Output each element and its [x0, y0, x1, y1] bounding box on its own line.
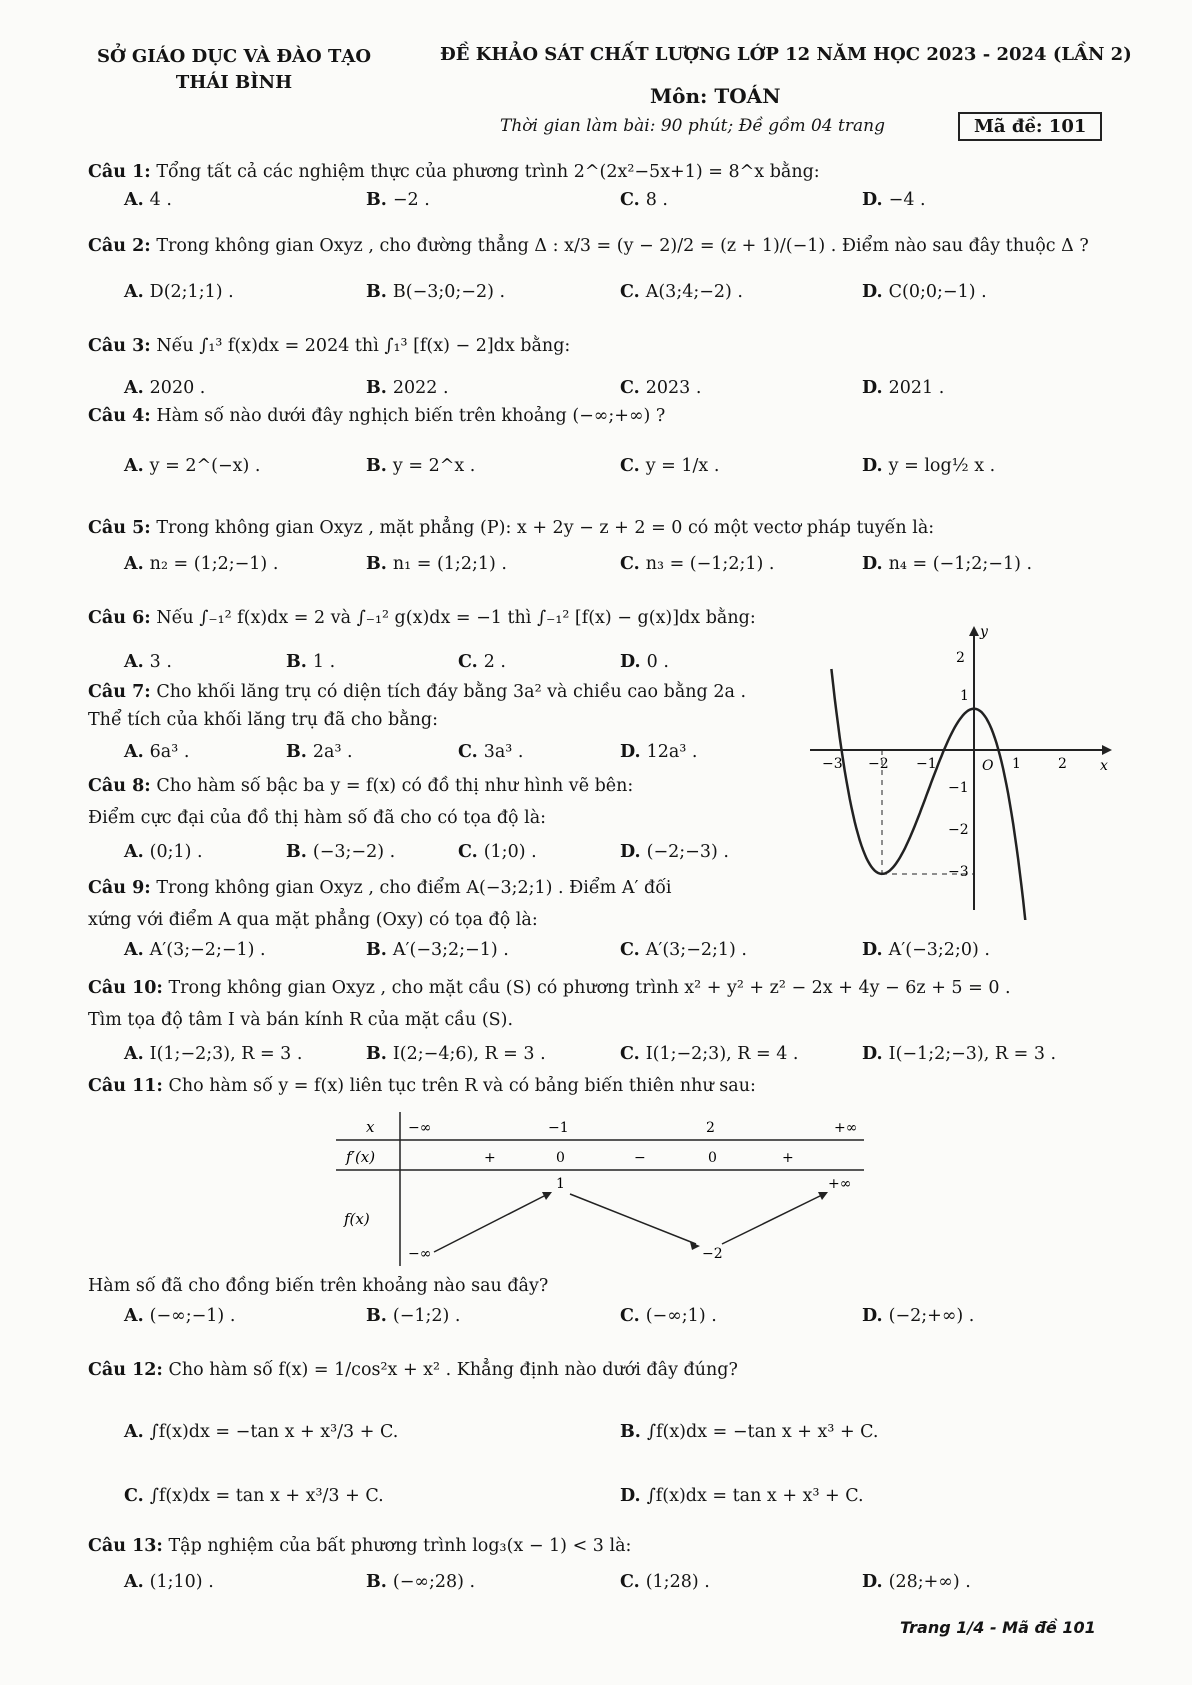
question-11-line2: Hàm số đã cho đồng biến trên khoảng nào sau đây? [88, 1276, 549, 1296]
q6-option-b[interactable]: B. 1 . [286, 652, 336, 672]
q11-option-b[interactable]: B. (−1;2) . [366, 1306, 461, 1326]
origin-label: O [982, 758, 994, 774]
department-province: THÁI BÌNH [175, 72, 293, 93]
q2-option-b[interactable]: B. B(−3;0;−2) . [366, 282, 506, 302]
q1-option-b[interactable]: B. −2 . [366, 190, 430, 210]
q1-option-a[interactable]: A. 4 . [124, 190, 172, 210]
x-tick-minus-2: −2 [868, 756, 889, 772]
department-name: SỞ GIÁO DỤC VÀ ĐÀO TẠO [96, 46, 372, 67]
q10-option-c[interactable]: C. I(1;−2;3), R = 4 . [620, 1044, 799, 1064]
q2-option-a[interactable]: A. D(2;1;1) . [124, 282, 234, 302]
f-value-1: 1 [556, 1176, 565, 1192]
q13-option-d[interactable]: D. (28;+∞) . [862, 1572, 971, 1592]
cubic-curve [831, 669, 1031, 920]
q5-option-c[interactable]: C. n₃ = (−1;2;1) . [620, 554, 775, 574]
row-label-f: f(x) [344, 1210, 370, 1228]
q7-option-b[interactable]: B. 2a³ . [286, 742, 353, 762]
question-2: Câu 2: Trong không gian Oxyz , cho đường thẳng Δ : x/3 = (y − 2)/2 = (z + 1)/(−1) . Điểm nào sau đây thuộc Δ ? [88, 236, 1089, 256]
q4-option-d[interactable]: D. y = log½ x . [862, 456, 996, 476]
q7-option-c[interactable]: C. 3a³ . [458, 742, 524, 762]
q9-option-d[interactable]: D. A′(−3;2;0) . [862, 940, 990, 960]
page-footer: Trang 1/4 - Mã đề 101 [900, 1618, 1096, 1637]
question-7-line2: Thể tích của khối lăng trụ đã cho bằng: [88, 710, 439, 730]
exam-title: ĐỀ KHẢO SÁT CHẤT LƯỢNG LỚP 12 NĂM HỌC 2023 - 2024 (LẦN 2) [440, 44, 1132, 65]
q12-option-b[interactable]: B. ∫f(x)dx = −tan x + x³ + C. [620, 1422, 879, 1442]
q5-option-b[interactable]: B. n₁ = (1;2;1) . [366, 554, 507, 574]
x-value-2: 2 [706, 1120, 715, 1136]
arrow-up-1 [434, 1194, 548, 1252]
sign-zero-1: 0 [556, 1150, 565, 1166]
exam-code: Mã đề: 101 [958, 112, 1102, 141]
x-axis-arrow [1102, 745, 1112, 755]
q4-option-b[interactable]: B. y = 2^x . [366, 456, 476, 476]
q8-option-c[interactable]: C. (1;0) . [458, 842, 537, 862]
q9-option-b[interactable]: B. A′(−3;2;−1) . [366, 940, 509, 960]
arrow-down [570, 1194, 696, 1244]
y-tick-minus-2: −2 [948, 822, 969, 838]
q13-option-b[interactable]: B. (−∞;28) . [366, 1572, 476, 1592]
q11-option-a[interactable]: A. (−∞;−1) . [124, 1306, 236, 1326]
question-6: Câu 6: Nếu ∫₋₁² f(x)dx = 2 và ∫₋₁² g(x)dx = −1 thì ∫₋₁² [f(x) − g(x)]dx bằng: [88, 608, 756, 628]
question-3: Câu 3: Nếu ∫₁³ f(x)dx = 2024 thì ∫₁³ [f(x) − 2]dx bằng: [88, 336, 571, 356]
q8-option-d[interactable]: D. (−2;−3) . [620, 842, 729, 862]
q8-option-a[interactable]: A. (0;1) . [124, 842, 203, 862]
q12-option-d[interactable]: D. ∫f(x)dx = tan x + x³ + C. [620, 1486, 864, 1506]
q12-option-c[interactable]: C. ∫f(x)dx = tan x + x³/3 + C. [124, 1486, 384, 1506]
q3-option-b[interactable]: B. 2022 . [366, 378, 449, 398]
question-8: Câu 8: Cho hàm số bậc ba y = f(x) có đồ thị như hình vẽ bên: [88, 776, 634, 796]
question-9-line2: xứng với điểm A qua mặt phẳng (Oxy) có tọa độ là: [88, 910, 538, 930]
sign-plus-2: + [782, 1150, 794, 1166]
row-label-x: x [366, 1118, 375, 1136]
f-value-neg-inf: −∞ [408, 1246, 432, 1262]
time-info: Thời gian làm bài: 90 phút; Đề gồm 04 trang [500, 116, 885, 136]
q6-option-a[interactable]: A. 3 . [124, 652, 172, 672]
subject: Môn: TOÁN [650, 84, 781, 108]
y-axis-label: y [980, 624, 988, 640]
q10-option-a[interactable]: A. I(1;−2;3), R = 3 . [124, 1044, 303, 1064]
q2-option-d[interactable]: D. C(0;0;−1) . [862, 282, 987, 302]
x-tick-2: 2 [1058, 756, 1067, 772]
question-10: Câu 10: Trong không gian Oxyz , cho mặt cầu (S) có phương trình x² + y² + z² − 2x + 4y − 6z + 5 = 0 . [88, 978, 1011, 998]
q11-option-c[interactable]: C. (−∞;1) . [620, 1306, 717, 1326]
x-value-neg-inf: −∞ [408, 1120, 432, 1136]
sign-zero-2: 0 [708, 1150, 717, 1166]
q3-option-d[interactable]: D. 2021 . [862, 378, 945, 398]
q1-option-c[interactable]: C. 8 . [620, 190, 668, 210]
variation-table [330, 1108, 870, 1268]
question-12: Câu 12: Cho hàm số f(x) = 1/cos²x + x² . Khẳng định nào dưới đây đúng? [88, 1360, 738, 1380]
q7-option-a[interactable]: A. 6a³ . [124, 742, 190, 762]
y-tick-1: 1 [960, 688, 969, 704]
question-7: Câu 7: Cho khối lăng trụ có diện tích đáy bằng 3a² và chiều cao bằng 2a . [88, 682, 747, 702]
q13-option-a[interactable]: A. (1;10) . [124, 1572, 214, 1592]
question-label: Câu 1: [88, 162, 151, 182]
cubic-function-graph [800, 620, 1120, 920]
f-value-minus-2: −2 [702, 1246, 723, 1262]
q3-option-c[interactable]: C. 2023 . [620, 378, 702, 398]
question-9: Câu 9: Trong không gian Oxyz , cho điểm A(−3;2;1) . Điểm A′ đối [88, 878, 672, 898]
q10-option-b[interactable]: B. I(2;−4;6), R = 3 . [366, 1044, 546, 1064]
question-8-line2: Điểm cực đại của đồ thị hàm số đã cho có tọa độ là: [88, 808, 547, 828]
q4-option-c[interactable]: C. y = 1/x . [620, 456, 720, 476]
question-5: Câu 5: Trong không gian Oxyz , mặt phẳng (P): x + 2y − z + 2 = 0 có một vectơ pháp tuyến là: [88, 518, 935, 538]
q9-option-a[interactable]: A. A′(3;−2;−1) . [124, 940, 266, 960]
q11-option-d[interactable]: D. (−2;+∞) . [862, 1306, 975, 1326]
question-4: Câu 4: Hàm số nào dưới đây nghịch biến trên khoảng (−∞;+∞) ? [88, 406, 666, 426]
y-tick-2: 2 [956, 650, 965, 666]
q10-option-d[interactable]: D. I(−1;2;−3), R = 3 . [862, 1044, 1057, 1064]
q9-option-c[interactable]: C. A′(3;−2;1) . [620, 940, 747, 960]
x-tick-1: 1 [1012, 756, 1021, 772]
x-tick-minus-1: −1 [916, 756, 937, 772]
f-value-pos-inf: +∞ [828, 1176, 852, 1192]
q6-option-d[interactable]: D. 0 . [620, 652, 669, 672]
question-11: Câu 11: Cho hàm số y = f(x) liên tục trên R và có bảng biến thiên như sau: [88, 1076, 756, 1096]
question-1 [88, 162, 820, 182]
x-value-minus-1: −1 [548, 1120, 569, 1136]
q2-option-c[interactable]: C. A(3;4;−2) . [620, 282, 743, 302]
q7-option-d[interactable]: D. 12a³ . [620, 742, 698, 762]
question-text: Tổng tất cả các nghiệm thực của phương trình 2^(2x²−5x+1) = 8^x bằng: [156, 162, 820, 182]
q12-option-a[interactable]: A. ∫f(x)dx = −tan x + x³/3 + C. [124, 1422, 399, 1442]
arrow-up-2 [722, 1194, 824, 1244]
x-value-pos-inf: +∞ [834, 1120, 858, 1136]
q5-option-a[interactable]: A. n₂ = (1;2;−1) . [124, 554, 279, 574]
sign-plus-1: + [484, 1150, 496, 1166]
row-label-fprime: f′(x) [346, 1148, 376, 1166]
question-13: Câu 13: Tập nghiệm của bất phương trình log₃(x − 1) < 3 là: [88, 1536, 632, 1556]
y-axis-arrow [969, 626, 979, 636]
x-axis-label: x [1100, 758, 1108, 774]
q3-option-a[interactable]: A. 2020 . [124, 378, 206, 398]
q13-option-c[interactable]: C. (1;28) . [620, 1572, 710, 1592]
q4-option-a[interactable]: A. y = 2^(−x) . [124, 456, 261, 476]
y-tick-minus-1: −1 [948, 780, 969, 796]
x-tick-minus-3: −3 [822, 756, 843, 772]
q5-option-d[interactable]: D. n₄ = (−1;2;−1) . [862, 554, 1033, 574]
q6-option-c[interactable]: C. 2 . [458, 652, 506, 672]
question-10-line2: Tìm tọa độ tâm I và bán kính R của mặt cầu (S). [88, 1010, 514, 1030]
y-tick-minus-3: −3 [948, 864, 969, 880]
q8-option-b[interactable]: B. (−3;−2) . [286, 842, 396, 862]
sign-minus: − [634, 1150, 646, 1166]
q1-option-d[interactable]: D. −4 . [862, 190, 926, 210]
